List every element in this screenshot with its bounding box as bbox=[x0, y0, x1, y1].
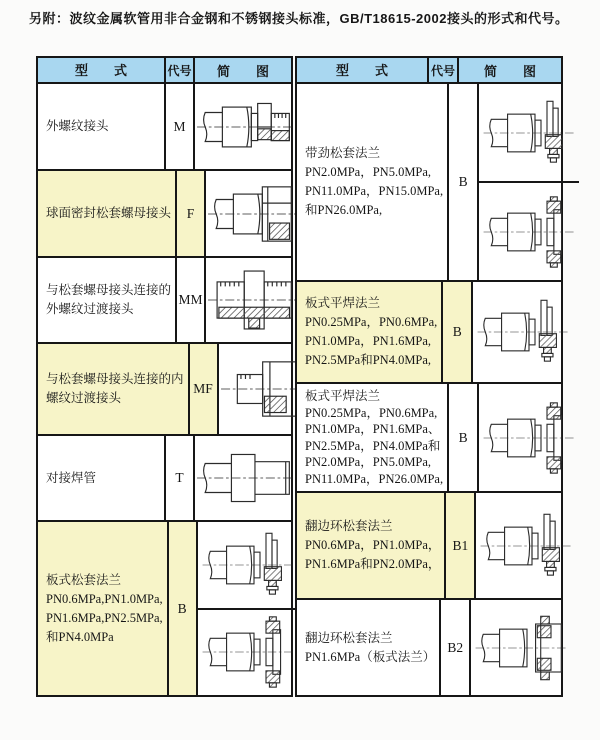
diagram-cell bbox=[477, 84, 579, 280]
type-cell bbox=[38, 344, 188, 434]
header-type: 型 式 bbox=[74, 62, 127, 78]
butt-weld-pipe-icon bbox=[195, 436, 295, 520]
pressure-rating: PN2.5MPa，PN4.0MPa和 bbox=[305, 438, 441, 453]
table-row bbox=[297, 280, 561, 382]
type-name: 对接焊管 bbox=[46, 470, 97, 485]
diagram-cell bbox=[471, 282, 573, 382]
neck-flange-top-icon bbox=[479, 84, 579, 181]
table-row bbox=[38, 256, 291, 342]
table-row bbox=[297, 82, 561, 280]
pressure-rating: PN0.6MPa,PN1.0MPa, bbox=[46, 591, 163, 606]
code-cell: MM bbox=[175, 258, 204, 342]
type-cell bbox=[297, 384, 447, 491]
diagram-cell bbox=[469, 600, 571, 695]
plate-flange-bottom-icon bbox=[198, 608, 298, 696]
diagram-cell bbox=[193, 436, 295, 520]
table-row bbox=[297, 491, 561, 598]
type-name: 外螺纹接头 bbox=[46, 119, 109, 133]
type-name: 与松套螺母接头连接的内 bbox=[46, 372, 184, 386]
pressure-rating: PN1.0MPa，PN1.6MPa, bbox=[305, 334, 432, 348]
code-cell: B2 bbox=[439, 600, 469, 695]
nipple-adapter-icon bbox=[206, 258, 306, 342]
code-cell: MF bbox=[188, 344, 217, 434]
type-cell bbox=[38, 522, 167, 695]
header-code: 代号 bbox=[164, 58, 193, 82]
weld-plate-flange-icon bbox=[473, 282, 573, 382]
plate-flange-top-icon bbox=[198, 522, 298, 608]
pressure-rating: PN0.6MPa，PN1.0MPa， bbox=[305, 538, 441, 552]
table-row bbox=[38, 520, 291, 695]
table-row bbox=[297, 598, 561, 695]
table-row bbox=[38, 169, 291, 256]
diagram-cell bbox=[196, 522, 298, 695]
swivel-nut-fitting-icon bbox=[206, 171, 306, 256]
fitting-table-right bbox=[295, 56, 563, 697]
pressure-rating: PN2.0MPa，PN5.0MPa, bbox=[305, 165, 432, 179]
page-title: 另附：波纹金属软管用非合金钢和不锈钢接头标准，GB/T18615-2002接头的形式和代号。 bbox=[29, 11, 569, 26]
table-row bbox=[297, 382, 561, 491]
table-header-row bbox=[38, 58, 291, 82]
type-cell bbox=[297, 493, 444, 598]
type-name: 与松套螺母接头连接的 bbox=[46, 283, 172, 297]
type-cell bbox=[297, 600, 439, 695]
type-name: 带劲松套法兰 bbox=[305, 146, 381, 160]
type-name: 板式平焊法兰 bbox=[305, 296, 381, 310]
header-code: 代号 bbox=[427, 58, 457, 82]
pressure-rating: 和PN26.0MPa, bbox=[305, 203, 383, 217]
pressure-rating: PN1.6MPa和PN2.0MPa， bbox=[305, 557, 441, 571]
pressure-rating: PN1.0MPa，PN1.6MPa、 bbox=[305, 422, 441, 436]
pressure-rating: PN1.6MPa（板式法兰） bbox=[305, 649, 436, 664]
code-cell: M bbox=[164, 84, 193, 169]
pressure-rating: PN11.0MPa，PN26.0MPa, bbox=[305, 471, 444, 486]
weld-plate-flange-icon bbox=[479, 384, 579, 491]
type-name: 板式平焊法兰 bbox=[305, 389, 381, 403]
header-type: 型 式 bbox=[335, 62, 388, 78]
type-name: 板式松套法兰 bbox=[46, 572, 122, 587]
diagram-cell bbox=[477, 384, 579, 491]
table-header-row bbox=[297, 58, 561, 82]
lap-ring-plate-flange-icon bbox=[471, 600, 571, 695]
type-name: 外螺纹过渡接头 bbox=[46, 302, 134, 316]
type-name: 球面密封松套螺母接头 bbox=[46, 206, 172, 220]
type-cell bbox=[38, 258, 175, 342]
type-name: 翻边环松套法兰 bbox=[305, 630, 393, 645]
diagram-cell bbox=[204, 258, 306, 342]
pressure-rating: PN2.5MPa和PN4.0MPa, bbox=[305, 353, 432, 367]
type-cell bbox=[38, 436, 164, 520]
male-thread-fitting-icon bbox=[195, 84, 295, 169]
pressure-rating: 和PN4.0MPa bbox=[46, 629, 114, 644]
table-row bbox=[38, 342, 291, 434]
pressure-rating: PN11.0MPa，PN15.0MPa, bbox=[305, 184, 444, 198]
type-cell bbox=[38, 171, 175, 256]
code-cell: B bbox=[447, 384, 477, 491]
diagram-cell bbox=[474, 493, 576, 598]
type-name: 螺纹过渡接头 bbox=[46, 391, 122, 405]
table-row bbox=[38, 434, 291, 520]
code-cell: B bbox=[167, 522, 196, 695]
table-row bbox=[38, 82, 291, 169]
lap-ring-flange-icon bbox=[476, 493, 576, 598]
diagram-cell bbox=[204, 171, 306, 256]
type-cell bbox=[297, 282, 441, 382]
fitting-table-left bbox=[36, 56, 293, 697]
type-cell bbox=[38, 84, 164, 169]
code-cell: B bbox=[447, 84, 477, 280]
header-diagram: 简 图 bbox=[457, 58, 561, 82]
type-name: 翻边环松套法兰 bbox=[305, 519, 393, 533]
code-cell: B bbox=[441, 282, 471, 382]
pressure-rating: PN0.25MPa，PN0.6MPa, bbox=[305, 315, 438, 329]
code-cell: B1 bbox=[444, 493, 474, 598]
neck-flange-bottom-icon bbox=[479, 181, 579, 280]
diagram-cell bbox=[193, 84, 295, 169]
type-cell bbox=[297, 84, 447, 280]
code-cell: T bbox=[164, 436, 193, 520]
pressure-rating: PN2.0MPa，PN5.0MPa, bbox=[305, 455, 432, 469]
code-cell: F bbox=[175, 171, 204, 256]
pressure-rating: PN1.6MPa,PN2.5MPa, bbox=[46, 610, 163, 625]
pressure-rating: PN0.25MPa，PN0.6MPa, bbox=[305, 405, 438, 420]
header-diagram: 简 图 bbox=[193, 58, 291, 82]
